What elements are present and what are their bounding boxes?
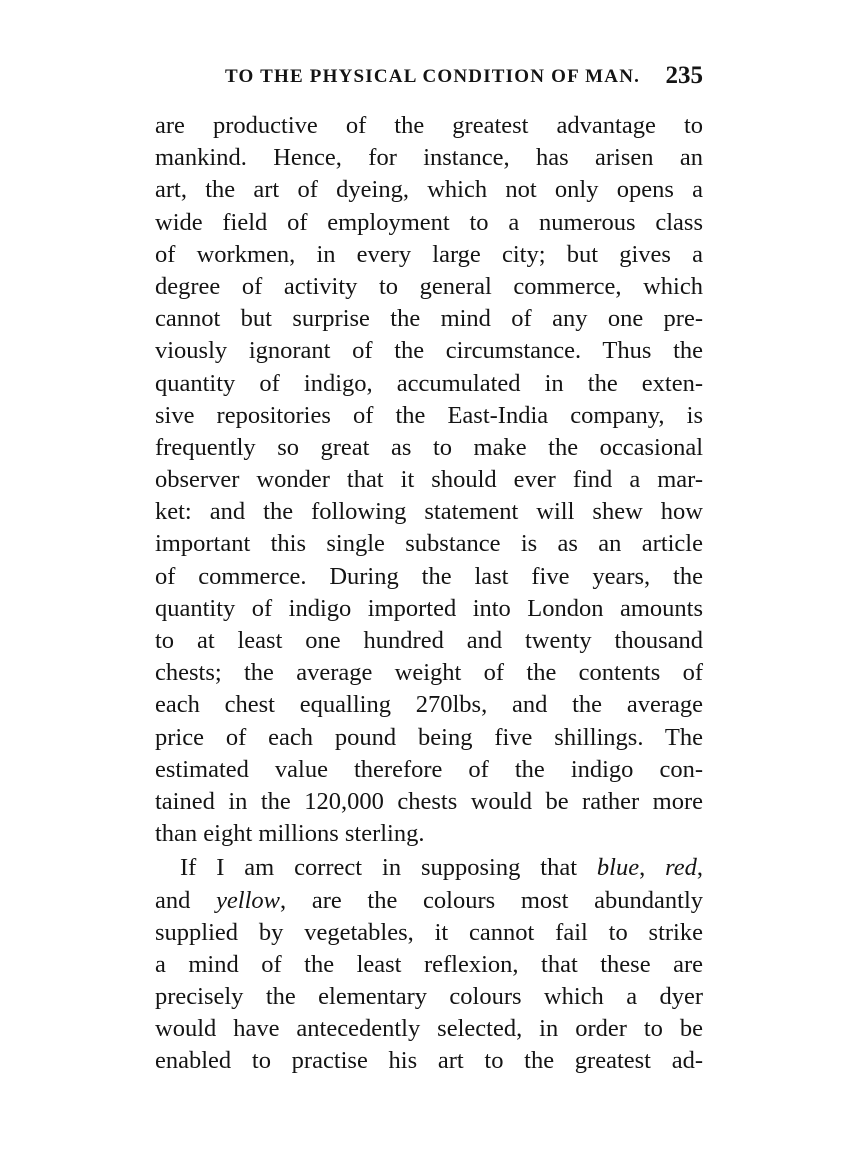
text-line: are productive of the greatest advantage to — [155, 112, 703, 139]
text-line: of commerce. During the last five years, the — [155, 562, 703, 590]
text-line: a mind of the least reflexion, that these are — [155, 950, 703, 978]
text-line: observer wonder that it should ever find a mar- — [155, 466, 703, 494]
text-line: than eight millions sterling. — [155, 820, 425, 848]
paragraph-1 — [155, 110, 703, 850]
text-line: ket: and the following statement will shew how — [155, 498, 703, 526]
text-line: estimated value therefore of the indigo con- — [155, 755, 703, 783]
page-number: 235 — [665, 62, 703, 89]
text-run: , — [696, 854, 703, 882]
text-line: supplied by vegetables, it cannot fail to strike — [155, 918, 703, 946]
text-line: quantity of indigo, accumulated in the exten- — [155, 369, 703, 397]
text-run: and — [155, 886, 217, 914]
running-head — [155, 62, 703, 98]
body-text — [155, 110, 703, 1078]
text-line: each chest equalling 270lbs, and the average — [155, 691, 703, 719]
text-line: mankind. Hence, for instance, has arisen an — [155, 144, 703, 172]
text-line: sive repositories of the East-India company, is — [155, 401, 703, 429]
text-line: of workmen, in every large city; but gives a — [155, 240, 703, 268]
text-line: price of each pound being five shillings. The — [155, 723, 703, 751]
paragraph-2 — [155, 852, 703, 1077]
text-line: to at least one hundred and twenty thousand — [155, 627, 703, 654]
text-line — [155, 852, 703, 884]
running-title: TO THE PHYSICAL CONDITION OF MAN. — [225, 66, 641, 87]
text-line: art, the art of dyeing, which not only opens a — [155, 176, 703, 204]
text-line: chests; the average weight of the contents of — [155, 659, 703, 687]
text-line: degree of activity to general commerce, which — [155, 272, 703, 300]
text-line: tained in the 120,000 chests would be rather more — [155, 787, 703, 815]
text-run: , are the colours most abundantly — [280, 886, 704, 914]
italic-word: red — [665, 854, 697, 882]
text-line: enabled to practise his art to the greatest ad- — [155, 1047, 703, 1075]
text-line: cannot but surprise the mind of any one pre- — [155, 305, 703, 333]
text-line: frequently so great as to make the occasional — [155, 433, 703, 461]
text-line: precisely the elementary colours which a dyer — [155, 983, 703, 1011]
text-line: wide field of employment to a numerous class — [155, 208, 703, 236]
text-line: quantity of indigo imported into London amounts — [155, 594, 703, 622]
italic-word: blue — [596, 854, 640, 882]
text-line: would have antecedently selected, in order to be — [155, 1015, 703, 1043]
text-line: viously ignorant of the circumstance. Thus the — [155, 337, 703, 365]
text-run: If I am correct in supposing that — [180, 854, 597, 882]
text-line: important this single substance is as an article — [155, 530, 703, 558]
text-line — [155, 885, 703, 917]
text-run: , — [639, 854, 666, 882]
italic-word: yellow — [216, 886, 281, 914]
